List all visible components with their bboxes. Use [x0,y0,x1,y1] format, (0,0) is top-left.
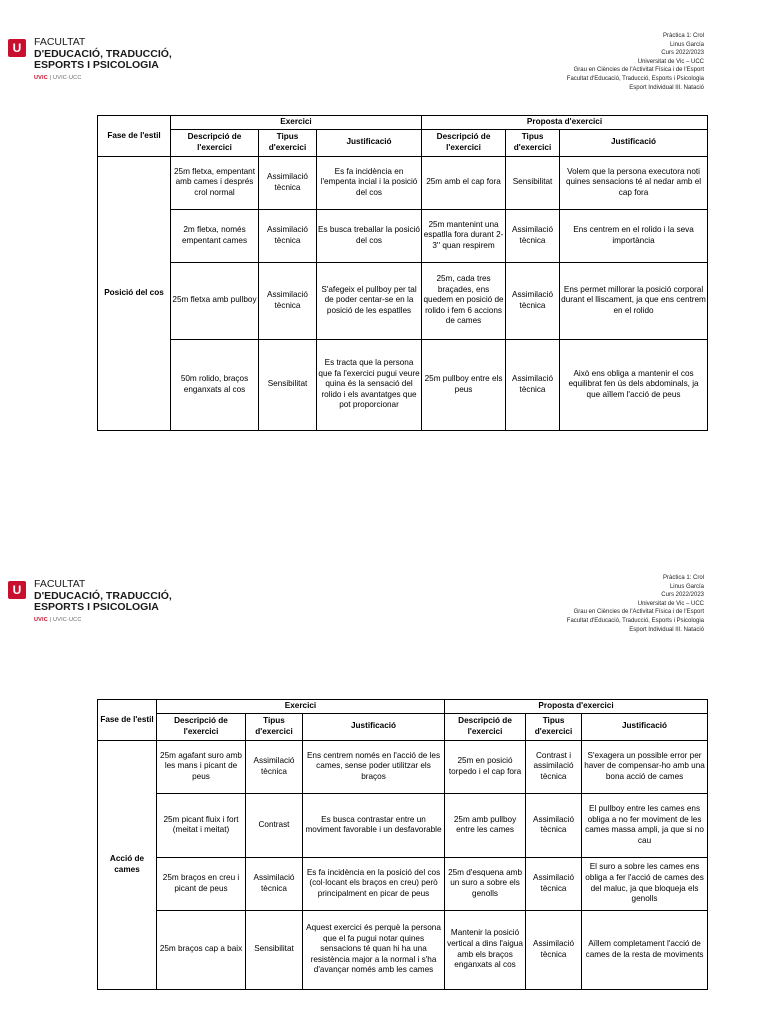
table-cell: Ens centrem només en l'acció de les cames, sense poder utilitzar els braços [303,740,445,793]
phase-column-header: Fase de l'estil [98,116,171,157]
table-cell: Es tracta que la persona que fa l'exercici pugui veure quina és la sensació del rolido i els avantatges que pot proporcionar [317,339,422,430]
header-line: Pràctica 1: Crol [662,33,704,39]
table-cell: Assimilació tècnica [506,209,560,262]
table-cell: Es fa incidència en l'empenta incial i la posició del cos [317,156,422,209]
table-row [98,339,708,430]
table-cell: 25m amb pullboy entre les cames [445,793,526,857]
table-cell: Assimilació tècnica [526,857,582,910]
descripcio-header: Descripció de l'exercici [445,713,526,740]
descripcio-header: Descripció de l'exercici [171,129,259,156]
header-line: Universitat de Vic – UCC [637,58,704,65]
logo-line-3: ESPORTS I PSICOLOGIA [34,59,159,71]
document-header [567,32,704,92]
logo-subline: UVIC | UVIC·UCC [34,74,82,81]
tipus-header: Tipus d'exercici [246,713,303,740]
table-cell: 25m d'esquena amb un suro a sobre els genolls [445,857,526,910]
proposta-group-header: Proposta d'exercici [422,116,708,130]
table-cell: Assimilació tècnica [259,262,317,339]
table-cell: Assimilació tècnica [246,740,303,793]
document-header [567,574,704,634]
tipus-header: Tipus d'exercici [259,129,317,156]
table-row [98,262,708,339]
table-cell: Ens centrem en el rolido i la seva importància [560,209,708,262]
header-line: Linus García [669,41,704,48]
header-line: Facultat d'Educació, Traducció, Esports i Psicologia [566,75,704,82]
phase-cell: Acció de cames [98,740,157,989]
tipus-header: Tipus d'exercici [506,129,560,156]
exercici-group-header: Exercici [171,116,422,130]
exercise-table-body-position [97,115,708,431]
table-cell: Assimilació tècnica [506,262,560,339]
table-cell: 25m braços cap a baix [157,910,246,989]
table-cell: Sensibilitat [506,156,560,209]
table-cell: Sensibilitat [259,339,317,430]
table-cell: Assimilació tècnica [259,209,317,262]
table-cell: Assimilació tècnica [246,857,303,910]
table-cell: 25m fletxa, empentant amb cames i després crol normal [171,156,259,209]
uvic-logo-icon: U [8,39,26,57]
faculty-logo [8,579,208,629]
justificacio-header: Justificació [303,713,445,740]
header-line: Facultat d'Educació, Traducció, Esports i Psicologia [566,617,704,624]
table-row [98,156,708,209]
header-line: Grau en Ciències de l'Activitat Física i de l'Esport [573,67,704,74]
table-cell: El pullboy entre les cames ens obliga a no fer moviment de les cames massa ampli, ja que si no cau [582,793,708,857]
proposta-group-header: Proposta d'exercici [445,700,708,714]
table-row [98,793,708,857]
logo-line-1: FACULTAT [34,36,86,48]
table-cell: 25m, cada tres braçades, ens quedem en posició de rolido i fem 6 accions de cames [422,262,506,339]
header-line: Esport Individual III. Natació [629,626,704,633]
header-line: Curs 2022/2023 [661,592,704,599]
header-line: Universitat de Vic – UCC [637,600,704,607]
table-cell: Aquest exercici és perquè la persona que el fa pugui notar quines sensacions té quan hi ha una resistència major a la normal i s'ha d'avançar només amb les cames [303,910,445,989]
uvic-logo-icon: U [8,581,26,599]
justificacio-header: Justificació [560,129,708,156]
table-cell: 25m amb el cap fora [422,156,506,209]
table-cell: Es fa incidència en la posició del cos (col·locant els braços en creu) però principalment en picar de peus [303,857,445,910]
table-cell: S'exagera un possible error per haver de compensar-ho amb una bona acció de cames [582,740,708,793]
table-cell: 25m fletxa amb pullboy [171,262,259,339]
tipus-header: Tipus d'exercici [526,713,582,740]
header-line: Esport Individual III. Natació [629,84,704,91]
logo-line-1: FACULTAT [34,578,86,590]
logo-subline: UVIC | UVIC·UCC [34,616,82,623]
logo-line-2: D'EDUCACIÓ, TRADUCCIÓ, [34,589,172,602]
logo-line-3: ESPORTS I PSICOLOGIA [34,601,159,613]
table-cell: Assimilació tècnica [506,339,560,430]
header-line: Curs 2022/2023 [661,50,704,57]
phase-cell: Posició del cos [98,156,171,430]
table-cell: Assimilació tècnica [259,156,317,209]
table-cell: 25m mantenint una espatlla fora durant 2-3'' quan respirem [422,209,506,262]
justificacio-header: Justificació [317,129,422,156]
exercici-group-header: Exercici [157,700,445,714]
table-cell: 25m braços en creu i picant de peus [157,857,246,910]
header-line: Linus García [669,583,704,590]
descripcio-header: Descripció de l'exercici [422,129,506,156]
table-cell: Volem que la persona executora noti quines sensacions té al nedar amb el cap fora [560,156,708,209]
justificacio-header: Justificació [582,713,708,740]
table-row [98,209,708,262]
table-cell: Es busca contrastar entre un moviment favorable i un desfavorable [303,793,445,857]
descripcio-header: Descripció de l'exercici [157,713,246,740]
table-cell: Aïllem completament l'acció de cames de la resta de moviments [582,910,708,989]
faculty-logo [8,37,208,87]
table-cell: 25m pullboy entre els peus [422,339,506,430]
table-row [98,740,708,793]
table-cell: 25m agafant suro amb les mans i picant de peus [157,740,246,793]
table-cell: 25m picant fluix i fort (meitat i meitat) [157,793,246,857]
table-cell: Contrast i assimilació tècnica [526,740,582,793]
table-row [98,857,708,910]
table-cell: Això ens obliga a mantenir el cos equilibrat fen ús dels abdominals, ja que aïllem l'acció de peus [560,339,708,430]
table-cell: 25m en posició torpedo i el cap fora [445,740,526,793]
table-cell: Assimilació tècnica [526,910,582,989]
logo-line-2: D'EDUCACIÓ, TRADUCCIÓ, [34,47,172,60]
header-line: Grau en Ciències de l'Activitat Física i de l'Esport [573,609,704,616]
table-row [98,910,708,989]
table-cell: Ens permet millorar la posició corporal durant el lliscament, ja que ens centrem en el rolido [560,262,708,339]
table-cell: El suro a sobre les cames ens obliga a fer l'acció de cames des del maluc, ja que bloqueja els genolls [582,857,708,910]
table-cell: Assimilació tècnica [526,793,582,857]
table-cell: Mantenir la posició vertical a dins l'aigua amb els braços enganxats al cos [445,910,526,989]
phase-column-header: Fase de l'estil [98,700,157,741]
exercise-table-leg-action [97,699,708,990]
table-cell: S'afegeix el pullboy per tal de poder centar-se en la posició de les espatlles [317,262,422,339]
table-cell: Es busca treballar la posició del cos [317,209,422,262]
table-cell: 2m fletxa, només empentant cames [171,209,259,262]
table-cell: 50m rolido, braços enganxats al cos [171,339,259,430]
table-cell: Sensibilitat [246,910,303,989]
table-cell: Contrast [246,793,303,857]
header-line: Pràctica 1: Crol [662,575,704,581]
